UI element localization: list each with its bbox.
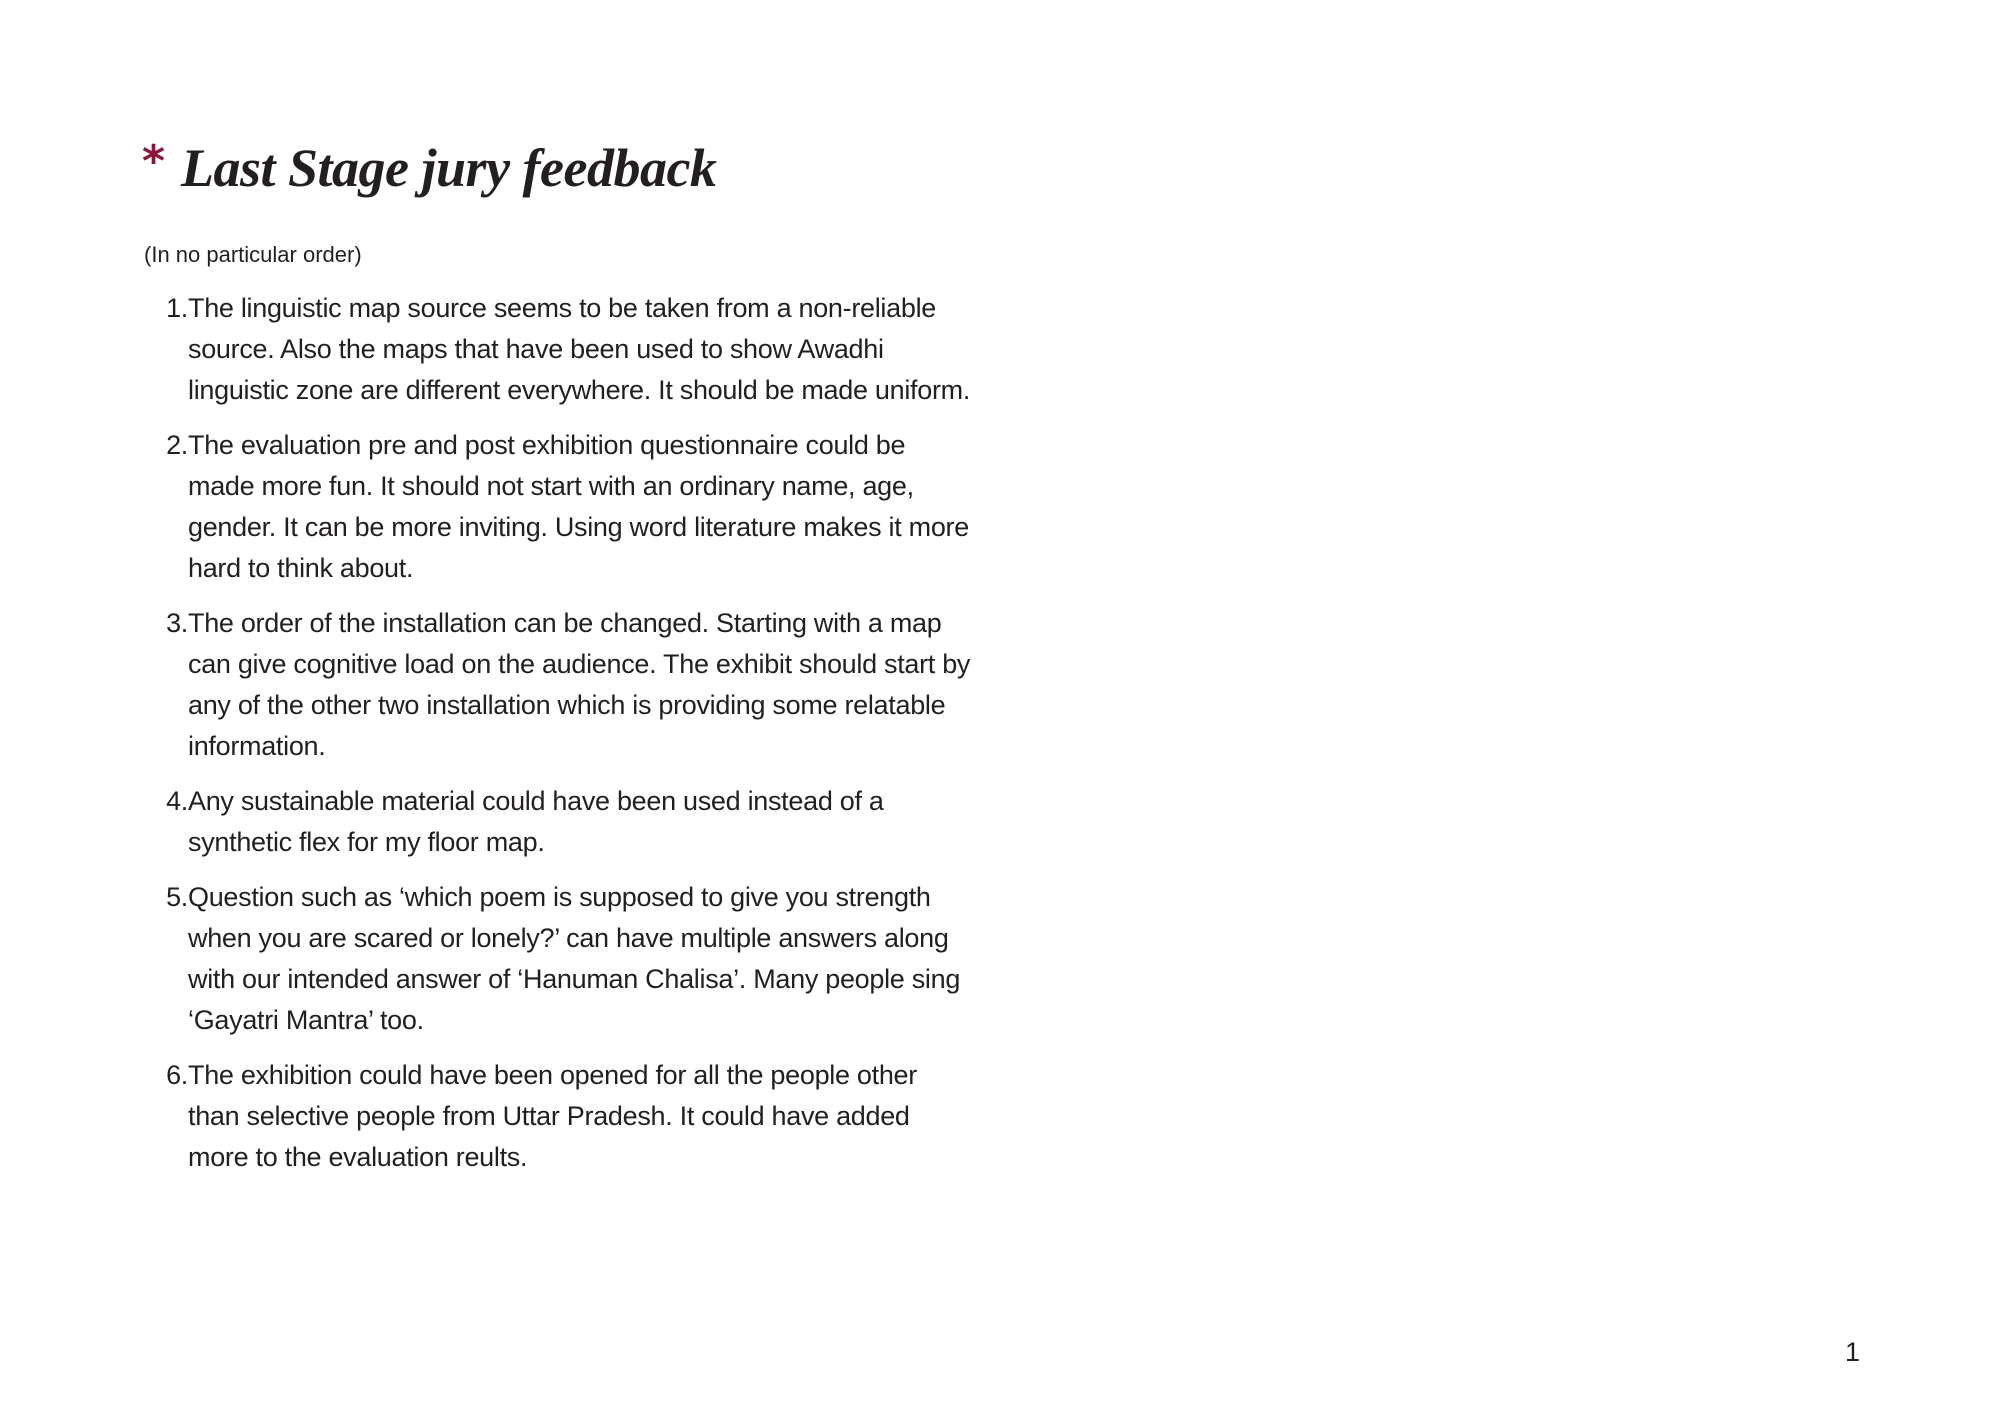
feedback-item-4 <box>144 781 974 863</box>
page-number: 1 <box>1844 1337 1860 1367</box>
feedback-item-3 <box>144 603 974 767</box>
item-text: The linguistic map source seems to be taken from a non-reliable source. Also the maps that have been used to show Awadhi linguistic zone are different everywhere. It should be made uniform. <box>188 293 971 405</box>
item-number: 5. <box>166 882 188 912</box>
item-text: The exhibition could have been opened for all the people other than selective people from Uttar Pradesh. It could have added more to the evaluation reults. <box>188 1060 917 1172</box>
item-text: Any sustainable material could have been used instead of a synthetic flex for my floor map. <box>188 786 884 857</box>
asterisk-icon: * <box>142 136 166 187</box>
item-number: 3. <box>166 608 188 638</box>
feedback-item-1 <box>144 288 974 411</box>
item-text: The evaluation pre and post exhibition questionnaire could be made more fun. It should not start with an ordinary name, age, gender. It can be more inviting. Using word literature makes it more hard to think about. <box>188 430 969 583</box>
item-text: Question such as ‘which poem is supposed to give you strength when you are scared or lonely?’ can have multiple answers along with our intended answer of ‘Hanuman Chalisa’. Many people sing ‘Gayatri Mantra’ too. <box>188 882 961 1035</box>
feedback-item-2 <box>144 425 974 589</box>
page-title: Last Stage jury feedback <box>181 138 717 198</box>
item-number: 1. <box>166 293 188 323</box>
item-number: 6. <box>166 1060 188 1090</box>
list-order-note: (In no particular order) <box>144 242 362 267</box>
item-number: 4. <box>166 786 188 816</box>
item-text: The order of the installation can be changed. Starting with a map can give cognitive load on the audience. The exhibit should start by any of the other two installation which is providing some relatable information. <box>188 608 971 761</box>
item-number: 2. <box>166 430 188 460</box>
page-heading <box>142 132 716 204</box>
feedback-item-6 <box>144 1055 974 1178</box>
feedback-item-5 <box>144 877 974 1041</box>
feedback-list <box>144 288 974 1192</box>
